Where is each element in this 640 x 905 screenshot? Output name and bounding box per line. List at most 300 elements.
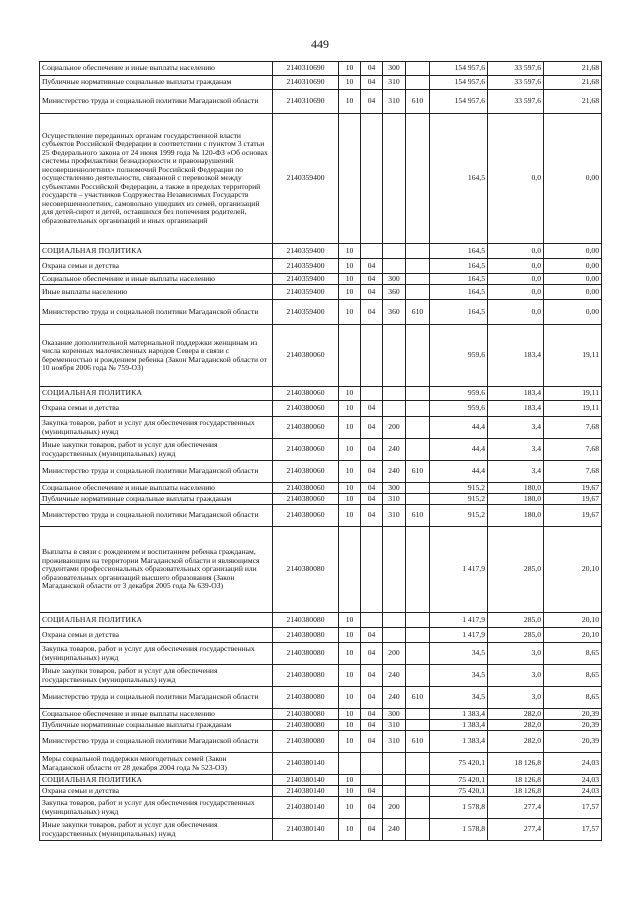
cell-pr: 04 bbox=[361, 62, 383, 76]
cell-rz bbox=[339, 114, 361, 244]
cell-name: Иные закупки товаров, работ и услуг для обеспечения государственных (муниципальных) нужд bbox=[40, 439, 273, 461]
cell-grbs: 610 bbox=[406, 90, 430, 114]
cell-fact: 3,4 bbox=[488, 439, 544, 461]
cell-name: Охрана семьи и детства bbox=[40, 628, 273, 643]
cell-grbs bbox=[406, 665, 430, 687]
cell-code: 2140380140 bbox=[273, 753, 339, 775]
cell-code: 2140380060 bbox=[273, 439, 339, 461]
cell-pr bbox=[361, 775, 383, 786]
cell-code: 2140359400 bbox=[273, 244, 339, 259]
cell-pr: 04 bbox=[361, 819, 383, 841]
cell-vr: 200 bbox=[383, 797, 406, 819]
cell-pr: 04 bbox=[361, 505, 383, 527]
cell-grbs bbox=[406, 244, 430, 259]
cell-name: Министерство труда и социальной политики Магаданской области bbox=[40, 687, 273, 709]
cell-name: Публичные нормативные социальные выплаты гражданам bbox=[40, 76, 273, 90]
cell-code: 2140359400 bbox=[273, 300, 339, 325]
cell-fact: 0,0 bbox=[488, 114, 544, 244]
table-row bbox=[40, 665, 602, 687]
cell-pct: 0,00 bbox=[544, 244, 602, 259]
cell-name: Социальное обеспечение и иные выплаты населению bbox=[40, 274, 273, 285]
table-row bbox=[40, 613, 602, 628]
cell-fact: 0,0 bbox=[488, 259, 544, 274]
cell-fact: 282,0 bbox=[488, 709, 544, 720]
table-row bbox=[40, 387, 602, 401]
cell-code: 2140359400 bbox=[273, 285, 339, 300]
cell-fact: 3,4 bbox=[488, 417, 544, 439]
cell-name: Иные выплаты населению bbox=[40, 285, 273, 300]
cell-rz: 10 bbox=[339, 401, 361, 417]
table-row bbox=[40, 643, 602, 665]
cell-plan: 164,5 bbox=[430, 274, 488, 285]
cell-plan: 915,2 bbox=[430, 505, 488, 527]
cell-plan: 34,5 bbox=[430, 687, 488, 709]
cell-grbs: 610 bbox=[406, 300, 430, 325]
cell-code: 2140380060 bbox=[273, 483, 339, 494]
cell-code: 2140380060 bbox=[273, 325, 339, 387]
cell-fact: 3,0 bbox=[488, 643, 544, 665]
cell-grbs bbox=[406, 819, 430, 841]
cell-code: 2140380060 bbox=[273, 461, 339, 483]
cell-vr: 310 bbox=[383, 720, 406, 731]
cell-plan: 75 420,1 bbox=[430, 786, 488, 797]
cell-plan: 44,4 bbox=[430, 439, 488, 461]
cell-grbs bbox=[406, 401, 430, 417]
cell-code: 2140380060 bbox=[273, 494, 339, 505]
cell-name: Охрана семьи и детства bbox=[40, 401, 273, 417]
cell-rz: 10 bbox=[339, 613, 361, 628]
cell-plan: 164,5 bbox=[430, 259, 488, 274]
cell-pct: 19,67 bbox=[544, 483, 602, 494]
cell-pct: 20,10 bbox=[544, 628, 602, 643]
cell-grbs: 610 bbox=[406, 505, 430, 527]
cell-grbs bbox=[406, 274, 430, 285]
cell-pr: 04 bbox=[361, 720, 383, 731]
cell-plan: 915,2 bbox=[430, 483, 488, 494]
cell-pct: 17,57 bbox=[544, 819, 602, 841]
cell-vr bbox=[383, 628, 406, 643]
cell-pct: 20,39 bbox=[544, 731, 602, 753]
cell-pr: 04 bbox=[361, 687, 383, 709]
table-row bbox=[40, 628, 602, 643]
cell-rz: 10 bbox=[339, 494, 361, 505]
cell-pr: 04 bbox=[361, 259, 383, 274]
cell-vr: 240 bbox=[383, 439, 406, 461]
cell-vr: 310 bbox=[383, 494, 406, 505]
cell-vr: 300 bbox=[383, 483, 406, 494]
cell-grbs bbox=[406, 709, 430, 720]
cell-rz: 10 bbox=[339, 731, 361, 753]
cell-rz: 10 bbox=[339, 643, 361, 665]
cell-plan: 154 957,6 bbox=[430, 76, 488, 90]
cell-grbs bbox=[406, 417, 430, 439]
table-row bbox=[40, 483, 602, 494]
cell-grbs bbox=[406, 285, 430, 300]
cell-vr: 310 bbox=[383, 76, 406, 90]
cell-grbs bbox=[406, 753, 430, 775]
table-row bbox=[40, 731, 602, 753]
cell-pct: 8,65 bbox=[544, 643, 602, 665]
cell-rz: 10 bbox=[339, 387, 361, 401]
cell-pr: 04 bbox=[361, 494, 383, 505]
table-row bbox=[40, 285, 602, 300]
cell-code: 2140380080 bbox=[273, 720, 339, 731]
cell-code: 2140380080 bbox=[273, 613, 339, 628]
cell-pr bbox=[361, 753, 383, 775]
cell-rz bbox=[339, 325, 361, 387]
cell-name: Публичные нормативные социальные выплаты гражданам bbox=[40, 494, 273, 505]
cell-name: Закупка товаров, работ и услуг для обеспечения государственных (муниципальных) нужд bbox=[40, 417, 273, 439]
cell-pct: 24,03 bbox=[544, 786, 602, 797]
cell-plan: 915,2 bbox=[430, 494, 488, 505]
cell-vr bbox=[383, 387, 406, 401]
cell-pr: 04 bbox=[361, 285, 383, 300]
cell-plan: 1 417,9 bbox=[430, 527, 488, 613]
cell-plan: 959,6 bbox=[430, 325, 488, 387]
cell-code: 2140380060 bbox=[273, 417, 339, 439]
cell-vr: 240 bbox=[383, 665, 406, 687]
cell-plan: 1 383,4 bbox=[430, 720, 488, 731]
cell-vr: 300 bbox=[383, 62, 406, 76]
cell-rz: 10 bbox=[339, 417, 361, 439]
cell-pct: 8,65 bbox=[544, 665, 602, 687]
cell-pr: 04 bbox=[361, 786, 383, 797]
cell-pr bbox=[361, 114, 383, 244]
cell-fact: 180,0 bbox=[488, 505, 544, 527]
cell-rz: 10 bbox=[339, 439, 361, 461]
cell-grbs bbox=[406, 643, 430, 665]
cell-rz: 10 bbox=[339, 819, 361, 841]
table-row bbox=[40, 300, 602, 325]
cell-pr: 04 bbox=[361, 483, 383, 494]
cell-code: 2140380080 bbox=[273, 643, 339, 665]
cell-pr bbox=[361, 244, 383, 259]
cell-rz: 10 bbox=[339, 259, 361, 274]
table-row bbox=[40, 90, 602, 114]
cell-pct: 20,39 bbox=[544, 720, 602, 731]
cell-rz: 10 bbox=[339, 709, 361, 720]
cell-plan: 154 957,6 bbox=[430, 62, 488, 76]
cell-pct: 0,00 bbox=[544, 259, 602, 274]
cell-fact: 180,0 bbox=[488, 494, 544, 505]
cell-fact: 285,0 bbox=[488, 628, 544, 643]
cell-fact: 3,0 bbox=[488, 665, 544, 687]
cell-grbs bbox=[406, 494, 430, 505]
cell-fact: 18 126,8 bbox=[488, 753, 544, 775]
table-row bbox=[40, 401, 602, 417]
table-row bbox=[40, 494, 602, 505]
cell-pct: 7,68 bbox=[544, 439, 602, 461]
cell-fact: 33 597,6 bbox=[488, 76, 544, 90]
cell-name: Публичные нормативные социальные выплаты гражданам bbox=[40, 720, 273, 731]
cell-vr: 360 bbox=[383, 300, 406, 325]
cell-vr: 200 bbox=[383, 417, 406, 439]
cell-plan: 1 417,9 bbox=[430, 613, 488, 628]
table-row bbox=[40, 76, 602, 90]
cell-vr: 240 bbox=[383, 819, 406, 841]
cell-pct: 21,68 bbox=[544, 76, 602, 90]
cell-code: 2140380140 bbox=[273, 775, 339, 786]
cell-name: СОЦИАЛЬНАЯ ПОЛИТИКА bbox=[40, 387, 273, 401]
cell-pr bbox=[361, 325, 383, 387]
cell-name: Закупка товаров, работ и услуг для обеспечения государственных (муниципальных) нужд bbox=[40, 643, 273, 665]
cell-pct: 20,39 bbox=[544, 709, 602, 720]
cell-grbs bbox=[406, 720, 430, 731]
cell-pr: 04 bbox=[361, 76, 383, 90]
table-row bbox=[40, 62, 602, 76]
cell-pr: 04 bbox=[361, 401, 383, 417]
cell-pct: 0,00 bbox=[544, 285, 602, 300]
table-row bbox=[40, 709, 602, 720]
cell-code: 2140380060 bbox=[273, 401, 339, 417]
cell-pr: 04 bbox=[361, 643, 383, 665]
cell-rz: 10 bbox=[339, 90, 361, 114]
cell-pr: 04 bbox=[361, 665, 383, 687]
cell-pr: 04 bbox=[361, 439, 383, 461]
table-row bbox=[40, 775, 602, 786]
cell-rz bbox=[339, 753, 361, 775]
table-row bbox=[40, 720, 602, 731]
cell-rz: 10 bbox=[339, 244, 361, 259]
cell-rz: 10 bbox=[339, 483, 361, 494]
cell-rz: 10 bbox=[339, 775, 361, 786]
cell-pr: 04 bbox=[361, 709, 383, 720]
cell-vr bbox=[383, 259, 406, 274]
cell-name: Министерство труда и социальной политики Магаданской области bbox=[40, 505, 273, 527]
cell-rz: 10 bbox=[339, 786, 361, 797]
cell-plan: 959,6 bbox=[430, 401, 488, 417]
cell-pr bbox=[361, 527, 383, 613]
table-row bbox=[40, 687, 602, 709]
cell-name: СОЦИАЛЬНАЯ ПОЛИТИКА bbox=[40, 244, 273, 259]
cell-grbs bbox=[406, 259, 430, 274]
table-row bbox=[40, 753, 602, 775]
cell-pct: 20,10 bbox=[544, 527, 602, 613]
cell-code: 2140310690 bbox=[273, 76, 339, 90]
cell-name: Министерство труда и социальной политики Магаданской области bbox=[40, 90, 273, 114]
cell-rz: 10 bbox=[339, 274, 361, 285]
cell-pct: 7,68 bbox=[544, 417, 602, 439]
cell-grbs bbox=[406, 114, 430, 244]
cell-plan: 154 957,6 bbox=[430, 90, 488, 114]
cell-pct: 20,10 bbox=[544, 613, 602, 628]
cell-code: 2140380080 bbox=[273, 709, 339, 720]
table-row bbox=[40, 244, 602, 259]
cell-vr: 300 bbox=[383, 709, 406, 720]
cell-code: 2140380080 bbox=[273, 665, 339, 687]
cell-code: 2140359400 bbox=[273, 274, 339, 285]
cell-grbs bbox=[406, 76, 430, 90]
cell-pct: 19,11 bbox=[544, 325, 602, 387]
cell-fact: 183,4 bbox=[488, 325, 544, 387]
cell-vr bbox=[383, 527, 406, 613]
cell-fact: 285,0 bbox=[488, 613, 544, 628]
cell-vr bbox=[383, 325, 406, 387]
cell-fact: 33 597,6 bbox=[488, 62, 544, 76]
cell-rz: 10 bbox=[339, 628, 361, 643]
cell-plan: 1 383,4 bbox=[430, 709, 488, 720]
cell-plan: 1 417,9 bbox=[430, 628, 488, 643]
cell-plan: 1 578,8 bbox=[430, 797, 488, 819]
cell-name: Социальное обеспечение и иные выплаты населению bbox=[40, 709, 273, 720]
cell-name: Охрана семьи и детства bbox=[40, 786, 273, 797]
cell-fact: 277,4 bbox=[488, 797, 544, 819]
cell-vr: 310 bbox=[383, 731, 406, 753]
table-row bbox=[40, 417, 602, 439]
cell-vr: 200 bbox=[383, 643, 406, 665]
table-row bbox=[40, 439, 602, 461]
table-row bbox=[40, 259, 602, 274]
cell-plan: 44,4 bbox=[430, 417, 488, 439]
cell-plan: 75 420,1 bbox=[430, 753, 488, 775]
table-row bbox=[40, 461, 602, 483]
cell-plan: 1 578,8 bbox=[430, 819, 488, 841]
cell-grbs bbox=[406, 387, 430, 401]
cell-fact: 183,4 bbox=[488, 401, 544, 417]
cell-plan: 164,5 bbox=[430, 114, 488, 244]
cell-code: 2140310690 bbox=[273, 62, 339, 76]
cell-vr bbox=[383, 401, 406, 417]
cell-code: 2140380060 bbox=[273, 387, 339, 401]
cell-pr: 04 bbox=[361, 628, 383, 643]
cell-rz: 10 bbox=[339, 505, 361, 527]
cell-rz: 10 bbox=[339, 300, 361, 325]
cell-name: Иные закупки товаров, работ и услуг для обеспечения государственных (муниципальных) нужд bbox=[40, 819, 273, 841]
cell-code: 2140380140 bbox=[273, 786, 339, 797]
cell-name: Социальное обеспечение и иные выплаты населению bbox=[40, 483, 273, 494]
cell-pr: 04 bbox=[361, 797, 383, 819]
cell-name: Социальное обеспечение и иные выплаты населению bbox=[40, 62, 273, 76]
cell-fact: 0,0 bbox=[488, 274, 544, 285]
cell-rz: 10 bbox=[339, 285, 361, 300]
table-row bbox=[40, 114, 602, 244]
cell-pct: 8,65 bbox=[544, 687, 602, 709]
cell-pct: 21,68 bbox=[544, 90, 602, 114]
cell-pct: 19,67 bbox=[544, 505, 602, 527]
cell-vr: 310 bbox=[383, 90, 406, 114]
cell-vr bbox=[383, 775, 406, 786]
cell-grbs bbox=[406, 439, 430, 461]
cell-fact: 277,4 bbox=[488, 819, 544, 841]
cell-name: Министерство труда и социальной политики Магаданской области bbox=[40, 461, 273, 483]
cell-name: Осуществление переданных органам государственной власти субъектов Российской Федерации в соответствии с пунктом 3 статьи 25 Федерального закона от 24 июня 1999 года № 120-ФЗ «Об основах системы профилактики безнадзорности и правонарушений несовершеннолетних» полномочий Российской Федерации по осуществлению деятельности, связанной с перевозкой между субъектами Российской Федерации, а также в пределах территорий государств – участников Содружества Независимых Государств несовершеннолетних, самовольно ушедших из семей, организаций для детей-сирот и детей, оставшихся без попечения родителей, образовательных организаций и иных организаций bbox=[40, 114, 273, 244]
cell-fact: 18 126,8 bbox=[488, 775, 544, 786]
cell-vr: 240 bbox=[383, 461, 406, 483]
table-row bbox=[40, 786, 602, 797]
cell-plan: 44,4 bbox=[430, 461, 488, 483]
cell-name: Иные закупки товаров, работ и услуг для обеспечения государственных (муниципальных) нужд bbox=[40, 665, 273, 687]
cell-pct: 0,00 bbox=[544, 300, 602, 325]
cell-pr bbox=[361, 387, 383, 401]
cell-rz bbox=[339, 527, 361, 613]
cell-name: Выплаты в связи с рождением и воспитанием ребенка гражданам, проживающим на территории Магаданской области и являющимся студентами профессиональных образовательных организаций или образовательных организаций высшего образования (Закон Магаданской области от 3 декабря 2005 года № 639-ОЗ) bbox=[40, 527, 273, 613]
table-row bbox=[40, 274, 602, 285]
cell-name: Меры социальной поддержки многодетных семей (Закон Магаданской области от 28 декабря 2004 года № 523-ОЗ) bbox=[40, 753, 273, 775]
cell-rz: 10 bbox=[339, 62, 361, 76]
page-number: 449 bbox=[311, 37, 329, 51]
table-row bbox=[40, 505, 602, 527]
cell-pct: 0,00 bbox=[544, 114, 602, 244]
cell-code: 2140359400 bbox=[273, 259, 339, 274]
cell-vr bbox=[383, 114, 406, 244]
cell-name: Охрана семьи и детства bbox=[40, 259, 273, 274]
cell-grbs: 610 bbox=[406, 687, 430, 709]
cell-vr bbox=[383, 613, 406, 628]
table-row bbox=[40, 527, 602, 613]
cell-rz: 10 bbox=[339, 665, 361, 687]
cell-name: Оказание дополнительной материальной поддержки женщинам из числа коренных малочисленных народов Севера в связи с беременностью и рождением ребенка (Закон Магаданской области от 10 ноября 2006 года № 759-ОЗ) bbox=[40, 325, 273, 387]
cell-code: 2140310690 bbox=[273, 90, 339, 114]
cell-grbs bbox=[406, 775, 430, 786]
table-row bbox=[40, 325, 602, 387]
cell-fact: 183,4 bbox=[488, 387, 544, 401]
cell-name: Министерство труда и социальной политики Магаданской области bbox=[40, 300, 273, 325]
cell-pr: 04 bbox=[361, 731, 383, 753]
cell-fact: 33 597,6 bbox=[488, 90, 544, 114]
cell-plan: 164,5 bbox=[430, 300, 488, 325]
cell-pr: 04 bbox=[361, 417, 383, 439]
cell-code: 2140380080 bbox=[273, 628, 339, 643]
cell-rz: 10 bbox=[339, 720, 361, 731]
cell-pct: 21,68 bbox=[544, 62, 602, 76]
cell-pct: 24,03 bbox=[544, 775, 602, 786]
cell-plan: 75 420,1 bbox=[430, 775, 488, 786]
cell-fact: 0,0 bbox=[488, 285, 544, 300]
cell-fact: 0,0 bbox=[488, 300, 544, 325]
cell-code: 2140359400 bbox=[273, 114, 339, 244]
table-body bbox=[40, 62, 602, 841]
cell-grbs bbox=[406, 786, 430, 797]
cell-grbs bbox=[406, 483, 430, 494]
cell-pr: 04 bbox=[361, 300, 383, 325]
cell-rz: 10 bbox=[339, 687, 361, 709]
cell-plan: 959,6 bbox=[430, 387, 488, 401]
cell-pr bbox=[361, 613, 383, 628]
cell-pct: 24,03 bbox=[544, 753, 602, 775]
cell-grbs: 610 bbox=[406, 731, 430, 753]
cell-grbs bbox=[406, 628, 430, 643]
cell-pct: 17,57 bbox=[544, 797, 602, 819]
cell-pr: 04 bbox=[361, 461, 383, 483]
cell-vr: 360 bbox=[383, 285, 406, 300]
cell-vr bbox=[383, 786, 406, 797]
cell-fact: 3,4 bbox=[488, 461, 544, 483]
cell-plan: 164,5 bbox=[430, 285, 488, 300]
cell-pct: 19,67 bbox=[544, 494, 602, 505]
cell-pct: 0,00 bbox=[544, 274, 602, 285]
cell-pr: 04 bbox=[361, 274, 383, 285]
cell-fact: 282,0 bbox=[488, 731, 544, 753]
table-row bbox=[40, 797, 602, 819]
cell-pct: 19,11 bbox=[544, 387, 602, 401]
cell-vr: 300 bbox=[383, 274, 406, 285]
cell-code: 2140380080 bbox=[273, 527, 339, 613]
cell-fact: 3,0 bbox=[488, 687, 544, 709]
cell-rz: 10 bbox=[339, 76, 361, 90]
cell-name: СОЦИАЛЬНАЯ ПОЛИТИКА bbox=[40, 775, 273, 786]
cell-name: Закупка товаров, работ и услуг для обеспечения государственных (муниципальных) нужд bbox=[40, 797, 273, 819]
cell-code: 2140380140 bbox=[273, 819, 339, 841]
cell-pct: 19,11 bbox=[544, 401, 602, 417]
cell-grbs: 610 bbox=[406, 461, 430, 483]
cell-rz: 10 bbox=[339, 461, 361, 483]
cell-code: 2140380140 bbox=[273, 797, 339, 819]
cell-pct: 7,68 bbox=[544, 461, 602, 483]
cell-grbs bbox=[406, 613, 430, 628]
cell-plan: 34,5 bbox=[430, 643, 488, 665]
cell-fact: 282,0 bbox=[488, 720, 544, 731]
cell-fact: 285,0 bbox=[488, 527, 544, 613]
